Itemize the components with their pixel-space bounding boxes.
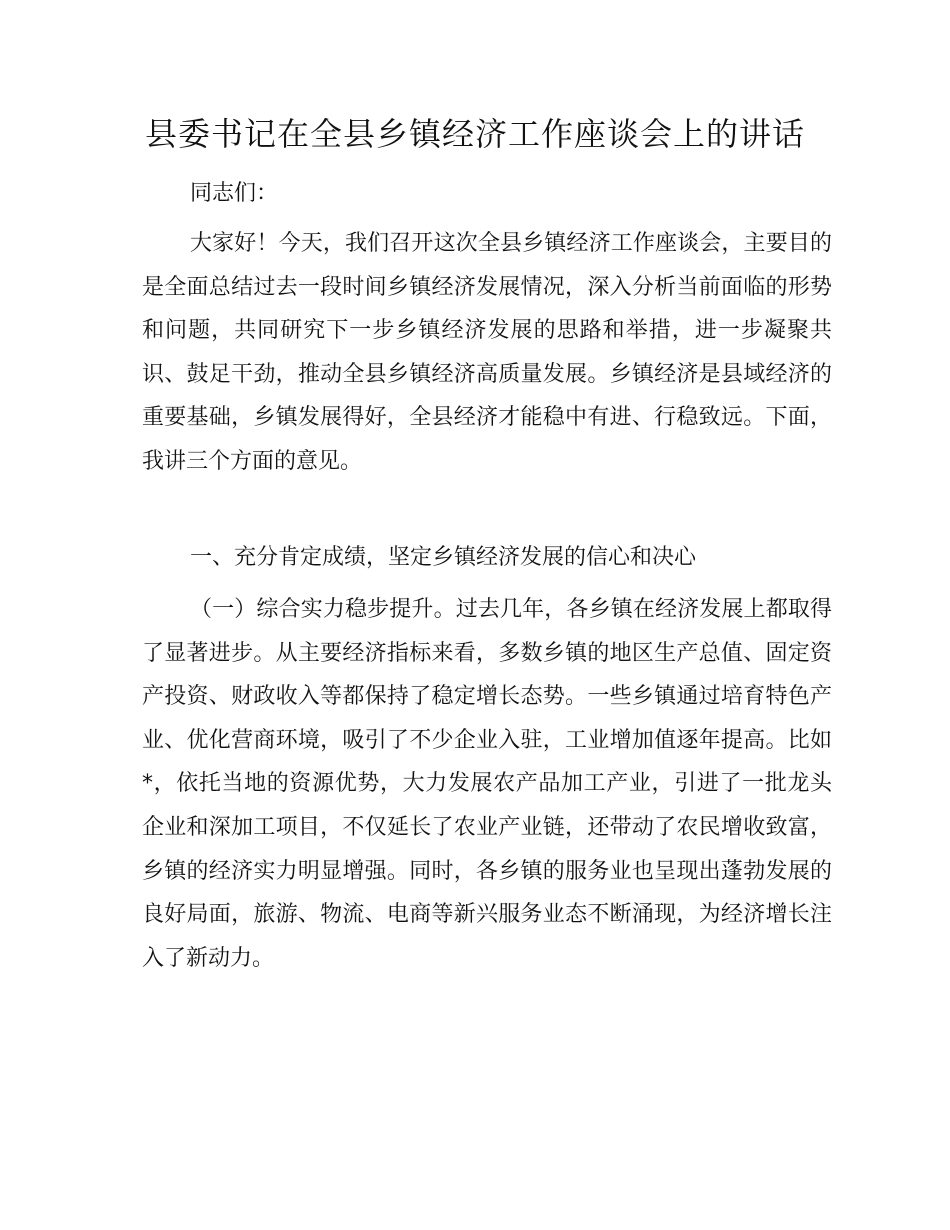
greeting-line: 同志们：	[190, 181, 279, 206]
paragraph-intro: 大家好！今天，我们召开这次全县乡镇经济工作座谈会，主要目的是全面总结过去一段时间乡镇经济发展情况，深入分析当前面临的形势和问题，共同研究下一步乡镇经济发展的思路和举措，进一步凝聚共识、鼓足干劲，推动全县乡镇经济高质量发展。乡镇经济是县域经济的重要基础，乡镇发展得好，全县经济才能稳中有进、行稳致远。下面，我讲三个方面的意见。	[142, 231, 832, 474]
document-title: 县委书记在全县乡镇经济工作座谈会上的讲话	[144, 115, 805, 153]
section-heading: 一、充分肯定成绩，坚定乡镇经济发展的信心和决心	[190, 545, 697, 570]
paragraph-achievements: （一）综合实力稳步提升。过去几年，各乡镇在经济发展上都取得了显著进步。从主要经济指标来看，多数乡镇的地区生产总值、固定资产投资、财政收入等都保持了稳定增长态势。一些乡镇通过培育特色产业、优化营商环境，吸引了不少企业入驻，工业增加值逐年提高。比如*，依托当地的资源优势，大力发展农产品加工产业，引进了一批龙头企业和深加工项目，不仅延长了农业产业链，还带动了农民增收致富，乡镇的经济实力明显增强。同时，各乡镇的服务业也呈现出蓬勃发展的良好局面，旅游、物流、电商等新兴服务业态不断涌现，为经济增长注入了新动力。	[142, 597, 832, 971]
